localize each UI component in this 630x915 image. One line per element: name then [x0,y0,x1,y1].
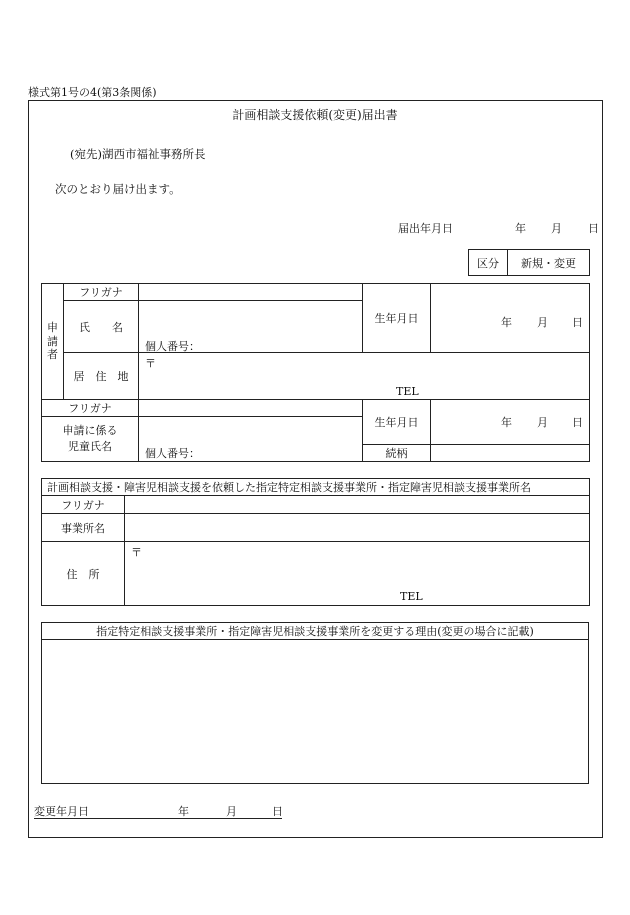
applicant-personal-number-label: 個人番号： [145,340,200,353]
filing-date-year: 年 [515,222,526,235]
child-name-label-line1: 申請に係る [62,423,118,437]
applicant-furigana-label: フリガナ [64,284,139,301]
applicant-name-label: 氏 名 [64,301,139,353]
change-date-label: 変更年月日 [34,805,89,818]
child-furigana-label: フリガナ [42,400,139,417]
form-title: 計画相談支援依頼(変更)届出書 [232,108,398,122]
applicant-address-label: 居 住 地 [64,353,139,400]
applicant-birth-year: 年 [501,316,512,329]
applicant-name-field[interactable] [139,301,363,353]
applicant-tel-label: TEL [396,385,419,398]
change-date-day: 日 [272,805,283,818]
child-name-label [42,417,139,462]
child-birth-year: 年 [501,416,512,429]
provider-office-name-field[interactable] [125,514,590,542]
child-birth-label: 生年月日 [363,400,431,445]
child-birth-day: 日 [572,416,583,429]
child-furigana-field[interactable] [139,400,363,417]
category-table [468,249,590,276]
form-number: 様式第1号の4(第3条関係) [28,86,157,99]
reason-table [41,622,589,784]
category-label: 区分 [469,250,508,276]
provider-table [41,478,590,606]
provider-address-field[interactable] [125,542,590,606]
provider-tel-label: TEL [400,590,423,603]
child-relation-field[interactable] [431,445,590,462]
provider-header: 計画相談支援・障害児相談支援を依頼した指定特定相談支援事業所・指定障害児相談支援事業所名 [42,479,590,496]
applicant-section-label: 申請者 [42,284,64,400]
change-date-line [34,803,282,819]
child-birth-month: 月 [537,416,548,429]
provider-address-label: 住 所 [42,542,125,606]
applicant-address-field[interactable] [139,353,590,400]
child-personal-number-label: 個人番号： [145,447,200,460]
child-relation-label: 続柄 [363,445,431,462]
child-name-field[interactable] [139,417,363,462]
filing-date-label: 届出年月日 [398,222,453,235]
reason-header: 指定特定相談支援事業所・指定障害児相談支援事業所を変更する理由(変更の場合に記載) [42,623,589,640]
applicant-birth-field[interactable] [431,284,590,353]
applicant-postal-mark: 〒 [145,357,156,370]
category-value[interactable]: 新規・変更 [508,250,590,276]
change-date-month: 月 [226,805,237,818]
intro-text: 次のとおり届け出ます。 [55,182,181,196]
provider-furigana-field[interactable] [125,496,590,514]
change-date-year: 年 [178,805,189,818]
applicant-table [41,283,590,462]
applicant-birth-day: 日 [572,316,583,329]
reason-field[interactable] [42,640,589,784]
applicant-furigana-field[interactable] [139,284,363,301]
filing-date-month: 月 [551,222,562,235]
filing-date-day: 日 [588,222,599,235]
child-name-label-line2: 児童氏名 [68,440,112,453]
provider-furigana-label: フリガナ [42,496,125,514]
applicant-birth-month: 月 [537,316,548,329]
child-birth-field[interactable] [431,400,590,445]
provider-office-name-label: 事業所名 [42,514,125,542]
applicant-birth-label: 生年月日 [363,284,431,353]
addressee: (宛先)湖西市福祉事務所長 [70,147,206,161]
provider-postal-mark: 〒 [131,546,142,559]
